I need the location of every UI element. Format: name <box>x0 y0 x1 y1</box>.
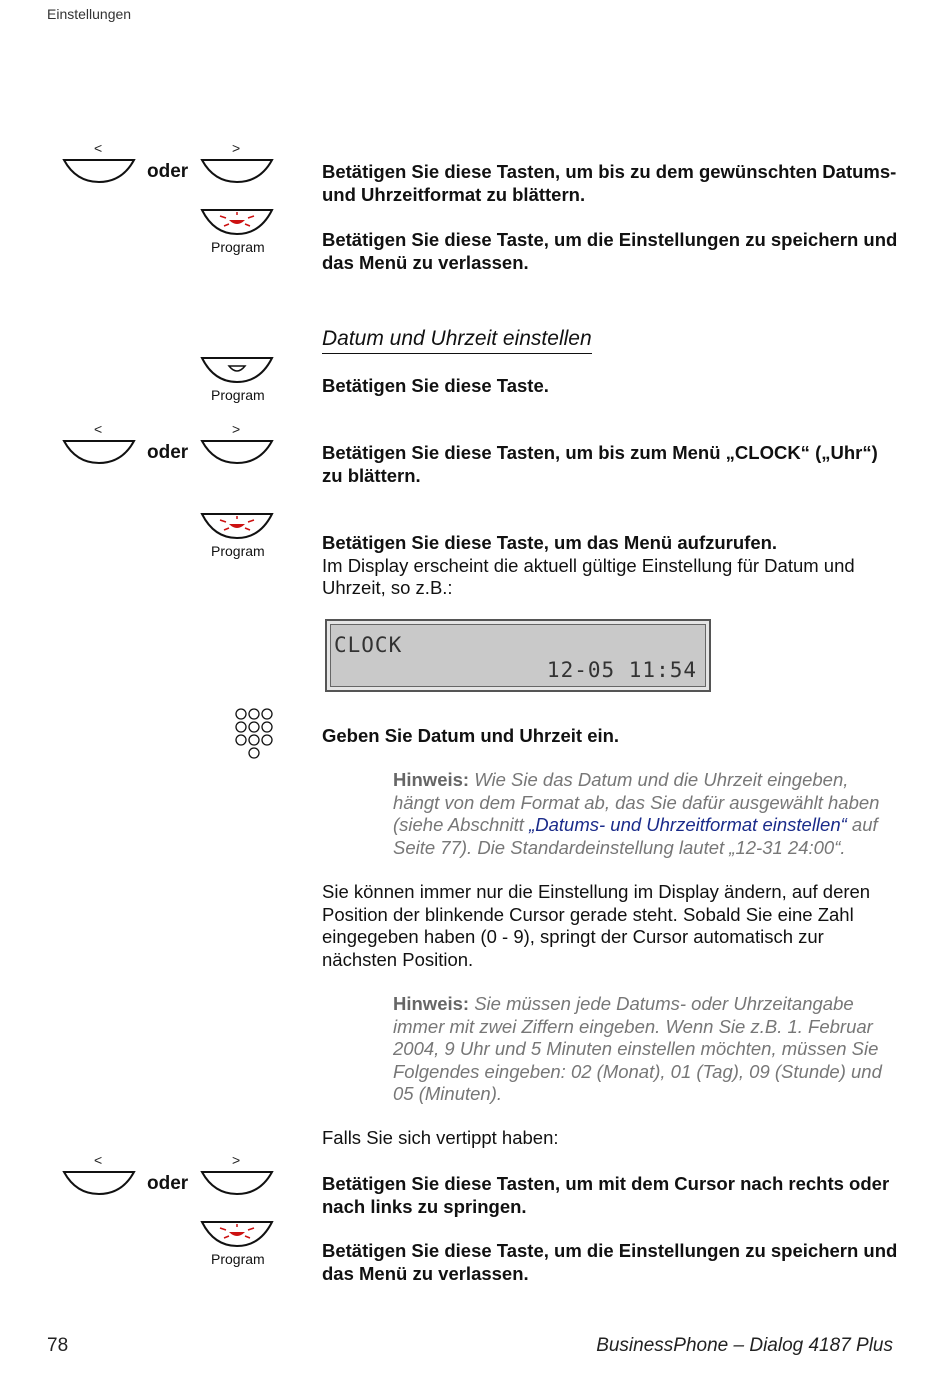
page-number: 78 <box>47 1335 69 1356</box>
or-label: oder <box>147 161 189 182</box>
program-key-3[interactable] <box>198 1218 278 1270</box>
program-key-label: Program <box>211 543 265 559</box>
note1-text-b: auf Seite 77). Die Standardeinstellung lautet „12-31 24:00“. <box>393 814 878 858</box>
left-arrow-key-icon[interactable] <box>62 438 136 466</box>
step-scroll-clock: Betätigen Sie diese Tasten, um bis zum Menü „CLOCK“ („Uhr“) zu blättern. <box>322 442 878 486</box>
program-key-led-icon <box>200 206 274 238</box>
program-key-label: Program <box>211 239 265 255</box>
right-arrow-key-icon[interactable] <box>200 438 274 466</box>
program-key-plain[interactable] <box>198 354 278 406</box>
step-open-menu-bold: Betätigen Sie diese Taste, um das Menü aufzurufen. <box>322 532 778 553</box>
program-key-icon <box>200 354 274 386</box>
note-format <box>393 769 898 859</box>
step-scroll-format: Betätigen Sie diese Tasten, um bis zu dem gewünschten Datums- und Uhrzeitformat zu blättern. <box>322 161 897 205</box>
note-two-digits <box>393 993 898 1106</box>
display-info-text: Im Display erscheint die aktuell gültige Einstellung für Datum und Uhrzeit, so z.B.: <box>322 554 855 598</box>
right-arrow-key-icon[interactable] <box>200 1169 274 1197</box>
program-key-1[interactable] <box>198 206 278 258</box>
left-arrow-key-icon[interactable] <box>62 157 136 185</box>
cursor-info-text: Sie können immer nur die Einstellung im Display ändern, auf deren Position der blinkende Cursor gerade steht. Sobald Sie eine Zahl eingegeben haben (0 - 9), springt der Cursor automatisch zur nächsten Position. <box>322 881 871 970</box>
left-arrow-label: < <box>94 140 103 156</box>
right-arrow-key-icon[interactable] <box>200 157 274 185</box>
step-open-menu <box>322 532 902 600</box>
right-arrow-label: > <box>232 1152 241 1168</box>
program-key-led-icon <box>200 510 274 542</box>
right-arrow-label: > <box>232 421 241 437</box>
keypad-icon <box>234 707 276 761</box>
program-key-led-icon <box>200 1218 274 1250</box>
step-save-exit-2: Betätigen Sie diese Taste, um die Einstellungen zu speichern und das Menü zu verlassen. <box>322 1240 898 1284</box>
left-arrow-label: < <box>94 1152 103 1168</box>
lcd-line-2: 12-05 11:54 <box>546 658 697 682</box>
right-arrow-label: > <box>232 140 241 156</box>
running-header: Einstellungen <box>47 6 132 22</box>
note-label: Hinweis: <box>393 993 470 1014</box>
typo-text: Falls Sie sich vertippt haben: <box>322 1127 559 1148</box>
note1-link[interactable]: „Datums- und Uhrzeitformat einstellen“ <box>529 814 847 835</box>
section-heading: Datum und Uhrzeit einstellen <box>322 326 592 354</box>
step-move-cursor: Betätigen Sie diese Tasten, um mit dem Cursor nach rechts oder nach links zu springen. <box>322 1173 890 1217</box>
note1-text-a: Wie Sie das Datum und die Uhrzeit eingeben, hängt von dem Format ab, das Sie dafür ausgewählt haben (siehe Abschnitt <box>393 769 880 835</box>
program-key-label: Program <box>211 387 265 403</box>
lcd-display <box>325 619 711 692</box>
left-arrow-key-icon[interactable] <box>62 1169 136 1197</box>
left-arrow-label: < <box>94 421 103 437</box>
note2-text: Sie müssen jede Datums- oder Uhrzeitangabe immer mit zwei Ziffern eingeben. Wenn Sie z.B. 1. Februar 2004, 9 Uhr und 5 Minuten einstellen möchten, müssen Sie Folgendes eingeben: 02 (Monat), 01 (Tag), 09 (Stunde) und 05 (Minuten). <box>393 993 882 1104</box>
lcd-line-1: CLOCK <box>334 633 403 657</box>
arrow-keys-group-2 <box>62 421 277 471</box>
or-label: oder <box>147 442 189 463</box>
program-key-label: Program <box>211 1251 265 1267</box>
arrow-keys-group-3 <box>62 1152 277 1202</box>
step-press-key: Betätigen Sie diese Taste. <box>322 375 549 396</box>
or-label: oder <box>147 1173 189 1194</box>
program-key-2[interactable] <box>198 510 278 562</box>
step-enter-datetime: Geben Sie Datum und Uhrzeit ein. <box>322 725 620 746</box>
arrow-keys-group-1 <box>62 140 277 190</box>
note-label: Hinweis: <box>393 769 470 790</box>
step-save-exit-1: Betätigen Sie diese Taste, um die Einstellungen zu speichern und das Menü zu verlassen. <box>322 229 898 273</box>
product-title: BusinessPhone – Dialog 4187 Plus <box>596 1335 893 1356</box>
